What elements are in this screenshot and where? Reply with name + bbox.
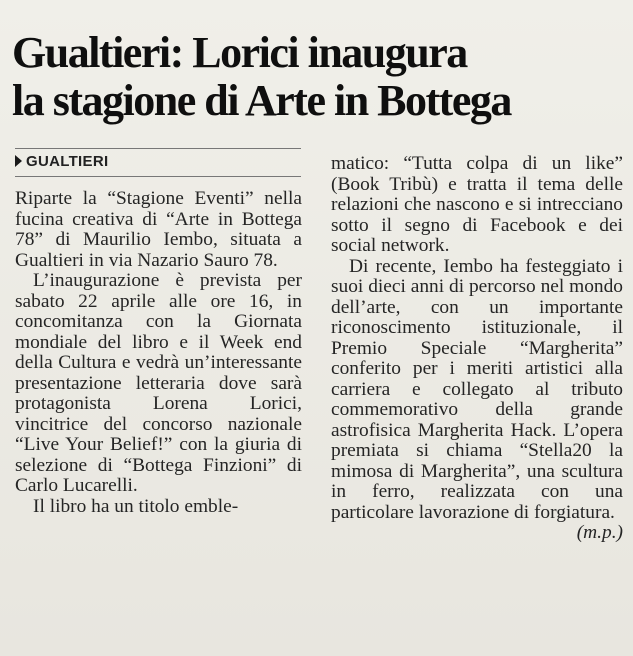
article-column-left: [15, 189, 302, 517]
paragraph-text: Di recente, Iembo ha festeggiato i suoi dieci anni di percorso nel mondo dell’arte, con un importante riconoscimento istituzionale, il Premio Speciale “Margherita” conferito per i meriti artistici alla carriera e collegato al tributo commemorativo della grande astrofisica Margherita Hack. L’opera premiata si chiama “Stella20 la mimosa di Margherita”, una scultura in ferro, realizzata con una particolare lavorazione di forgiatura.: [331, 255, 623, 523]
section-label: GUALTIERI: [26, 153, 109, 170]
section-rule-top: [15, 148, 301, 149]
triangle-right-icon: [15, 155, 22, 167]
paragraph: L’inaugurazione è prevista per sabato 22 aprile alle ore 16, in concomitanza con la Giornata mondiale del libro e il Week end della Cultura e vedrà un’interessante presentazione letteraria dove sarà protagonista Lorena Lorici, vincitrice del concorso nazionale “Live Your Belief!” con la giuria di selezione di “Bottega Finzioni” di Carlo Lucarelli.: [15, 270, 302, 496]
paragraph: Il libro ha un titolo emble-: [33, 495, 239, 517]
headline-line-1: Gualtieri: Lorici inaugura: [12, 28, 467, 78]
paragraph: Riparte la “Stagione Eventi” nella fucina creativa di “Arte in Bottega 78” di Maurilio Iembo, situata a Gualtieri in via Nazario Sauro 78.: [15, 188, 302, 271]
paragraph: matico: “Tutta colpa di un like” (Book Tribù) e tratta il tema delle relazioni che nascono e si intrecciano sotto il segno di Facebook e dei social network.: [331, 153, 623, 256]
paragraph: [331, 255, 623, 543]
headline: [12, 29, 622, 125]
author-signature: (m.p.): [576, 522, 623, 543]
headline-line-2: la stagione di Arte in Bottega: [12, 76, 511, 126]
section-tag: [15, 153, 108, 170]
article-column-right: [331, 154, 623, 544]
section-rule-bottom: [15, 176, 301, 177]
